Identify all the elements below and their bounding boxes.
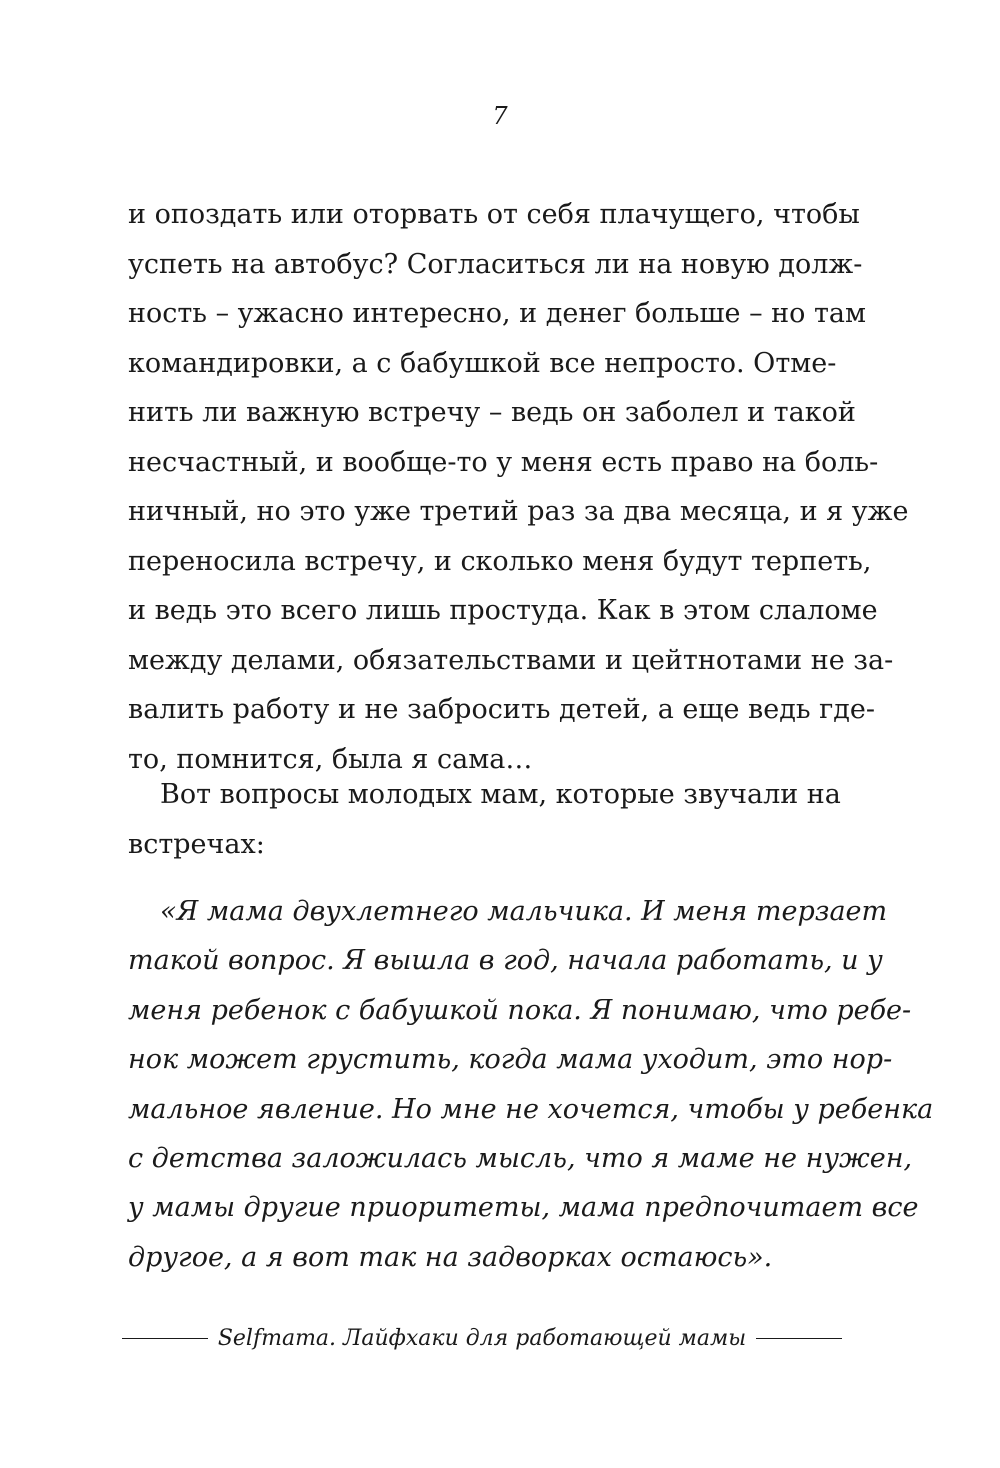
quote-line: другое, а я вот так на задворках остаюсь». — [128, 1241, 773, 1273]
quote-line: с детства заложилась мысль, что я маме не нужен, — [128, 1142, 913, 1174]
text-line: то, помнится, была я сама… — [128, 743, 533, 775]
text-line: ничный, но это уже третий раз за два месяца, и я уже — [128, 496, 909, 527]
quote-line: мальное явление. Но мне не хочется, чтобы у ребенка — [128, 1093, 934, 1125]
text-line: успеть на автобус? Согласиться ли на новую долж- — [128, 248, 863, 280]
footer-rule-left — [122, 1338, 208, 1339]
text-line: и ведь это всего лишь простуда. Как в этом слаломе — [128, 595, 878, 626]
text-line: переносила встречу, и сколько меня будут терпеть, — [128, 545, 872, 577]
quote-line: «Я мама двухлетнего мальчика. И меня терзает — [160, 896, 888, 927]
text-line: командировки, а с бабушкой все непросто. Отме- — [128, 347, 837, 379]
text-line: ность – ужасно интересно, и денег больше – но там — [128, 298, 867, 329]
quote-line: нок может грустить, когда мама уходит, это нор- — [128, 1044, 893, 1076]
intro-paragraph — [128, 770, 841, 869]
quote-paragraph — [128, 887, 934, 1282]
text-line: встречах: — [128, 828, 265, 860]
text-line: валить работу и не забросить детей, а еще ведь где- — [128, 694, 876, 725]
text-line: между делами, обязательствами и цейтнотами не за- — [128, 644, 894, 676]
quote-line: меня ребенок с бабушкой пока. Я понимаю, что ребе- — [128, 994, 912, 1026]
footer-rule-right — [756, 1338, 842, 1339]
text-line: Вот вопросы молодых мам, которые звучали на — [160, 779, 841, 810]
text-line: несчастный, и вообще-то у меня есть право на боль- — [128, 446, 879, 478]
body-paragraph — [128, 190, 909, 784]
quote-line: у мамы другие приоритеты, мама предпочитает все — [128, 1192, 919, 1224]
running-footer — [122, 1320, 842, 1356]
text-line: и опоздать или оторвать от себя плачущего, чтобы — [128, 199, 860, 230]
quote-line: такой вопрос. Я вышла в год, начала работать, и у — [128, 945, 883, 977]
page-number: 7 — [492, 102, 508, 130]
book-title: Selfmama. Лайфхаки для работающей мамы — [217, 1325, 747, 1351]
text-line: нить ли важную встречу – ведь он заболел и такой — [128, 397, 856, 428]
